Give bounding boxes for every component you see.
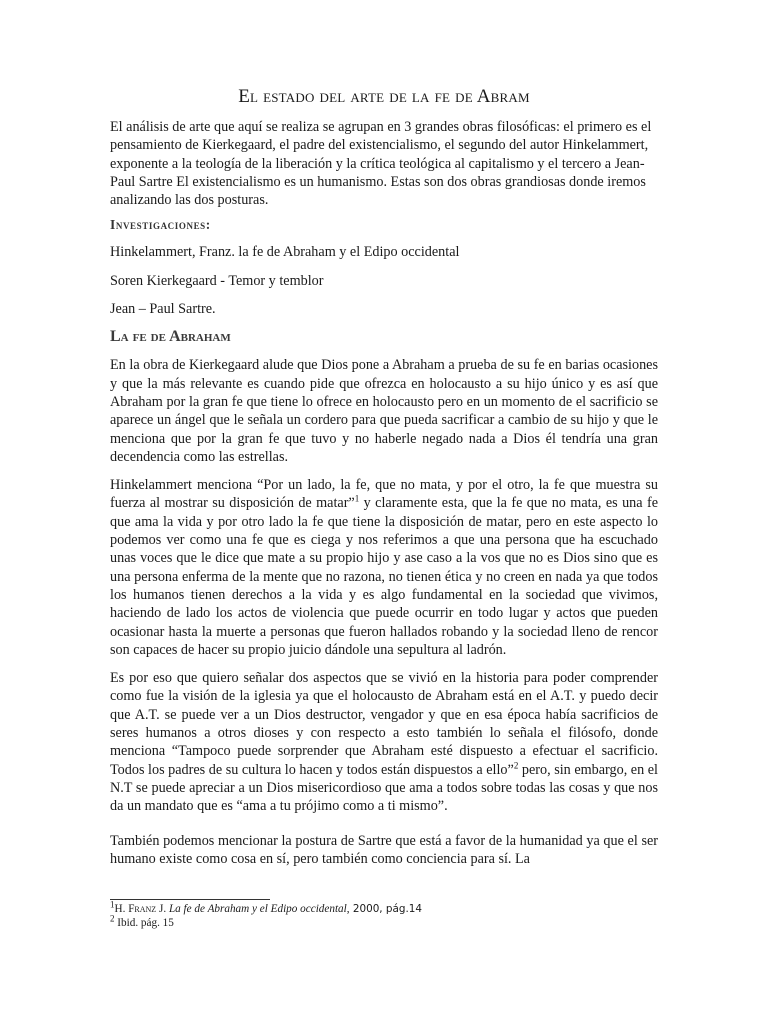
paragraph-text: Es por eso que quiero señalar dos aspectos que se vivió en la historia para poder comprender como fue la visión de la iglesia ya que el holocausto de Abraham está en el A.T. y puedo decir que A.T. se puede ver a un Dios destructor, vengador y que en esa época había sacrificios de seres humanos a otros dioses y con respecto a esto también lo señala el filósofo, donde menciona “Tampoco puede sorprender que Abraham esté dispuesto a efectuar el sacrificio. Todos los padres de su cultura lo hacen y todos están dispuestos a ello”	[110, 670, 658, 778]
intro-paragraph: El análisis de arte que aquí se realiza se agrupan en 3 grandes obras filosóficas: el primero es el pensamiento de Kierkegaard, el padre del existencialismo, el segundo del autor Hinkelammert, exponente a la teología de la liberación y la crítica teológica al capitalismo y el tercero a Jean-Paul Sartre El existencialismo es un humanismo. Estas son dos obras grandiosas donde iremos analizando las dos posturas.	[110, 119, 652, 209]
footnote-author-name: Franz	[128, 903, 157, 915]
footnote-separator	[110, 899, 270, 900]
footnote-mark: 2	[110, 912, 115, 923]
footnote-author: H.	[114, 903, 129, 915]
footnote-reference[interactable]: 2	[513, 759, 519, 770]
footnote-year-page: 2000, pág.14	[349, 903, 422, 915]
document-title: El estado del arte de la fe de Abram	[238, 86, 530, 107]
paragraph-text: Hinkelammert menciona “Por un lado, la fe, que no mata, y por el otro, la fe que muestra su fuerza al mostrar su disposición de matar”	[110, 477, 658, 512]
footnote-separator-comma: ,	[346, 903, 350, 915]
footnote-work-title: La fe de Abraham y el Edipo occidental	[168, 903, 347, 915]
footnote-2	[110, 912, 658, 931]
reference-item: Hinkelammert, Franz. la fe de Abraham y el Edipo occidental	[110, 244, 460, 261]
paragraph-text: pero, sin embargo, en el N.T se puede apreciar a un Dios misericordioso que ama a todos sobre todas las cosas y que nos da un mandato que es “ama a tu prójimo como a ti mismo”.	[110, 761, 658, 815]
reference-item: Soren Kierkegaard - Temor y temblor	[110, 272, 324, 289]
body-paragraph-historia	[110, 669, 658, 815]
body-paragraph-hinkelammert	[110, 476, 658, 659]
footnote-1	[110, 899, 658, 917]
footnote-text: Ibid. pág. 15	[114, 916, 174, 929]
body-paragraph-kierkegaard: En la obra de Kierkegaard alude que Dios pone a Abraham a prueba de su fe en barias ocasiones y que la más relevante es cuando pide que ofrezca en holocausto a su hijo único y es así que Abraham por la gran fe que tiene lo ofrece en holocausto pero en un momento de el sacrificio se aparece un ángel que le señala un cordero para que pueda sacrificar a cambio de su hijo y que le menciona que por la gran fe que tuvo y no haberle negado nada a Dios él tendría una gran decendencia como las estrellas.	[110, 357, 658, 465]
reference-item: Jean – Paul Sartre.	[110, 301, 216, 318]
footnote-author-initial: J.	[156, 903, 169, 915]
footnote-mark: 1	[110, 899, 115, 910]
footnotes	[110, 899, 658, 930]
investigaciones-heading: Investigaciones:	[110, 217, 211, 233]
section-heading: La fe de Abraham	[110, 328, 231, 346]
footnote-reference[interactable]: 1	[354, 493, 360, 504]
body-paragraph-sartre: También podemos mencionar la postura de Sartre que está a favor de la humanidad ya que el ser humano existe como cosa en sí, pero también como conciencia para sí. La	[110, 832, 658, 867]
document-body	[110, 86, 658, 878]
paragraph-text: y claramente esta, que la fe que no mata, es una fe que ama la vida y por otro lado la fe que tiene la disposición de matar, pero en este aspecto lo podemos ver como una fe que es ciega y nos referimos a que una persona que ha escuchado unas voces que le dice que mate a su propio hijo y ase caso a la vos que no es Dios sino que es una persona enferma de la mente que no razona, no tienen ética y no creen en nada ya que todos los humanos tienen derechos a la vida y es algo fundamental en la sociedad que vivimos, haciendo de lado los actos de violencia que puede ocurrir en todo lugar y actos que pueden ocasionar hasta la muerte a personas que fueron hallados robando y la sociedad lleno de rencor son capaces de hacer su propio juicio dándole una sepultura al ladrón.	[110, 495, 658, 658]
